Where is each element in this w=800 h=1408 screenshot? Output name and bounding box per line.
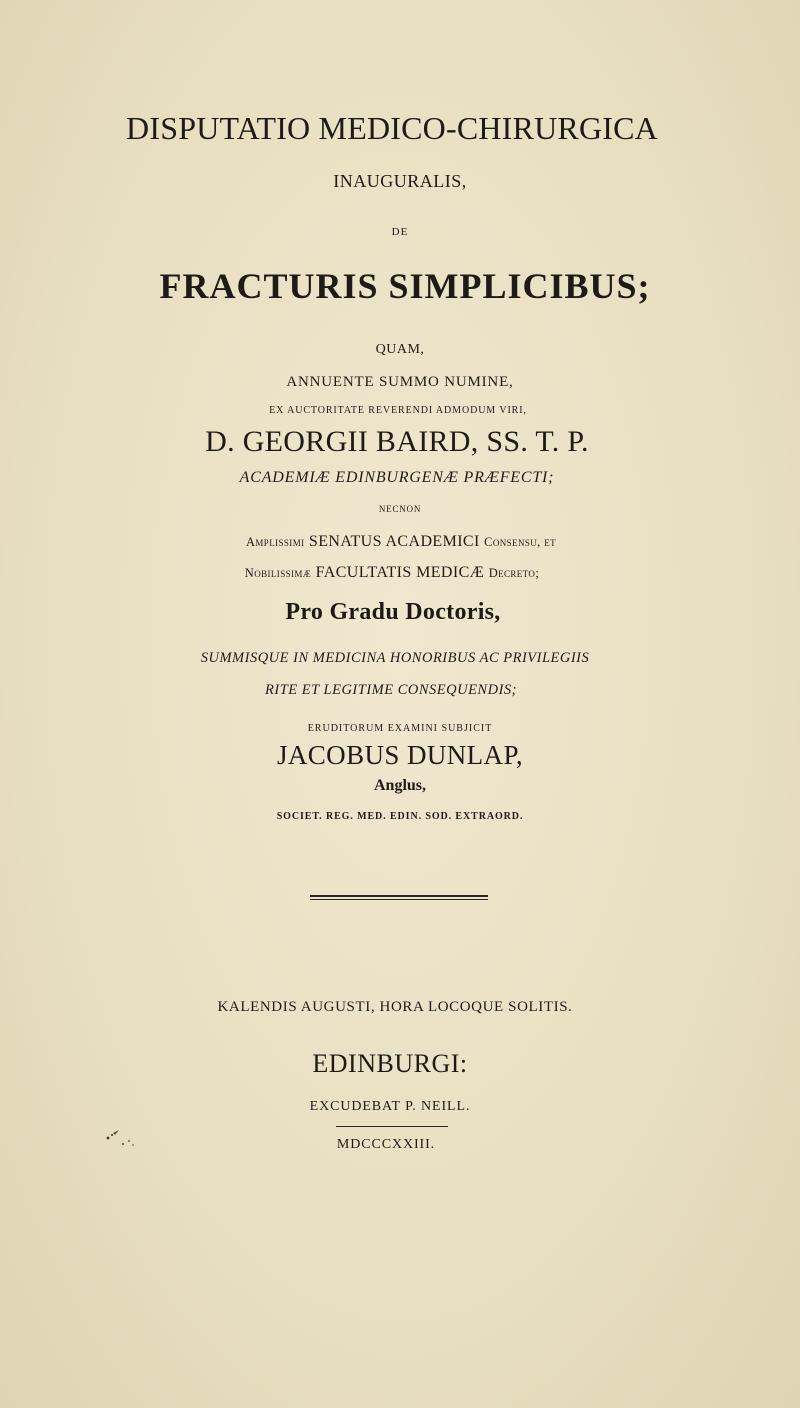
de-line: DE [391,226,409,238]
summisque-line: SUMMISQUE IN MEDICINA HONORIBUS AC PRIVILEGIIS [200,650,590,666]
ex-auctoritate-line: EX AUCTORITATE REVERENDI ADMODUM VIRI, [269,405,527,416]
facultatis-lead: Nobilissimæ [244,566,312,580]
kalendis-line: KALENDIS AUGUSTI, HORA LOCOQUE SOLITIS. [217,999,573,1015]
senatus-line [1,534,800,550]
annuente-line: ANNUENTE SUMMO NUMINE, [286,374,514,390]
title-line-2: INAUGURALIS, [333,171,467,191]
subject-title: FRACTURIS SIMPLICIBUS; [159,266,651,306]
senatus-lead: Amplissimi [245,535,305,549]
facultatis-line [0,565,792,581]
rite-line: RITE ET LEGITIME CONSEQUENDIS; [265,682,517,698]
eruditorum-line: ERUDITORUM EXAMINI SUBJICIT [307,723,493,734]
title-line-1: DISPUTATIO MEDICO-CHIRURGICA [126,110,658,146]
imprint-rule [336,1126,448,1127]
ink-specks [100,1120,140,1160]
rector-name: D. GEORGII BAIRD, SS. T. P. [205,425,589,458]
senatus-tail: Consensu, et [484,535,556,549]
pro-gradu-line: Pro Gradu Doctoris, [285,599,501,625]
printer-line: EXCUDEBAT P. NEILL. [309,1099,471,1114]
quam-line: QUAM, [375,342,425,357]
facultatis-main: FACULTATIS MEDICÆ [315,564,485,581]
societ-line: SOCIET. REG. MED. EDIN. SOD. EXTRAORD. [276,811,524,822]
facultatis-tail: Decreto; [488,566,540,580]
necnon-line: NECNON [378,504,422,514]
imprint-city: EDINBURGI: [312,1049,468,1078]
author-name: JACOBUS DUNLAP, [276,740,524,770]
senatus-main: SENATUS ACADEMICI [308,533,480,550]
nationality-line: Anglus, [373,777,427,794]
divider-rule-bottom [310,899,488,900]
year-line: MDCCCXXIII. [336,1137,436,1152]
academiae-line: ACADEMIÆ EDINBURGENÆ PRÆFECTI; [239,469,555,486]
divider-rule-top [310,895,488,897]
